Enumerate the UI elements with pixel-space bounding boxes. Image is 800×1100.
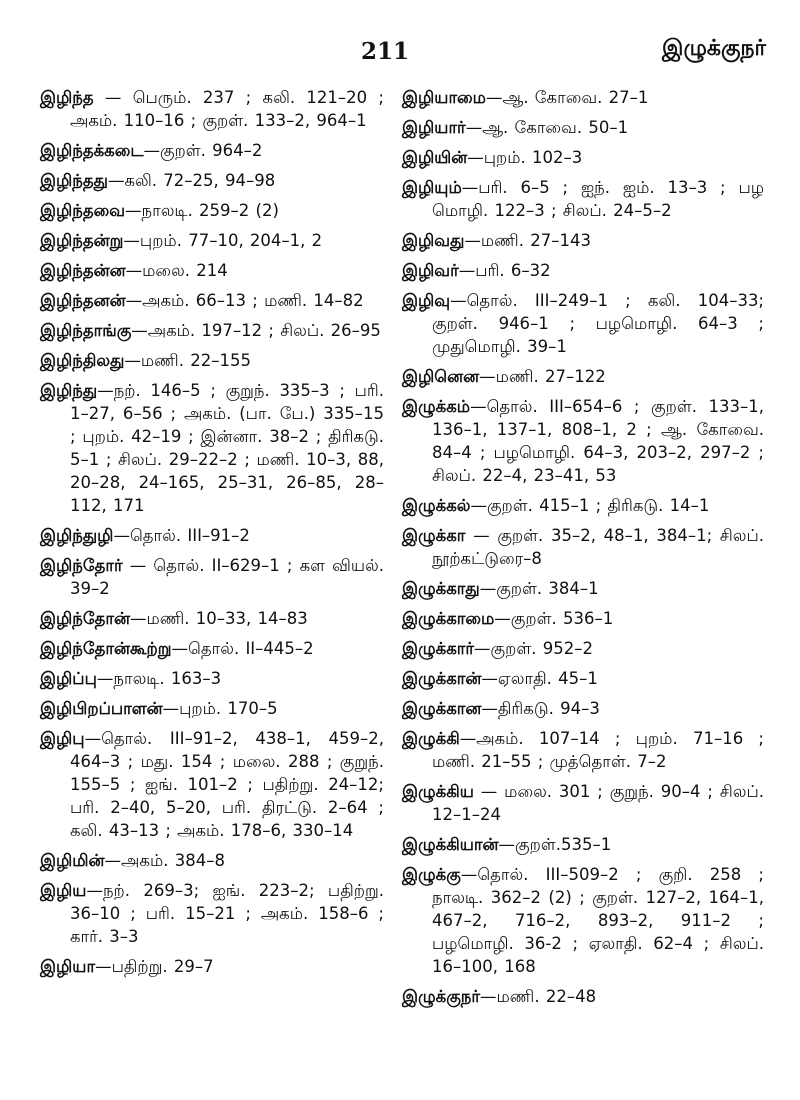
- entry-headword: இழிந்தாங்கு: [40, 321, 132, 340]
- entry-headword: இழிந்தோர்: [40, 556, 123, 575]
- entry-references: — தொல். II–629–1 ; கள வியல். 39–2: [70, 556, 384, 598]
- index-entry: [402, 780, 764, 826]
- entry-headword: இழிய: [40, 881, 87, 900]
- index-entry: [402, 86, 764, 109]
- index-entry: [402, 365, 764, 388]
- index-entry: [40, 554, 384, 600]
- entry-references: —மணி. 22–155: [124, 351, 251, 370]
- right-column: [402, 86, 764, 1015]
- entry-references: —ஆ. கோவை. 27–1: [485, 88, 649, 107]
- index-entry: [402, 833, 764, 856]
- index-entry: [40, 229, 384, 252]
- entry-headword: இழிந்தோன்கூற்று: [40, 639, 172, 658]
- entry-references: — மலை. 301 ; குறுந். 90–4 ; சிலப். 12–1–24: [432, 782, 764, 824]
- entry-headword: இழிந்தோன்: [40, 609, 130, 628]
- entry-headword: இழுக்காமை: [402, 609, 495, 628]
- entry-headword: இழியும்: [402, 178, 462, 197]
- index-entry: [402, 289, 764, 358]
- entry-references: — பெரும். 237 ; கலி. 121–20 ; அகம். 110–16 ; குறள். 133–2, 964–1: [70, 88, 384, 130]
- page-number: 211: [360, 38, 409, 65]
- left-column: [40, 86, 384, 985]
- entry-headword: இழியா: [40, 957, 96, 976]
- entry-headword: இழிந்தன்ன: [40, 261, 126, 280]
- entry-headword: இழுக்கான: [402, 699, 482, 718]
- index-entry: [402, 727, 764, 773]
- index-entry: [402, 577, 764, 600]
- index-entry: [402, 116, 764, 139]
- entry-headword: இழியாமை: [402, 88, 486, 107]
- index-entry: [40, 139, 384, 162]
- index-entry: [40, 379, 384, 517]
- entry-references: —நாலடி. 259–2 (2): [125, 201, 279, 220]
- entry-references: —அகம். 384–8: [104, 851, 225, 870]
- entry-headword: இழுக்குநர்: [402, 987, 481, 1006]
- entry-headword: இழுக்கு: [402, 865, 461, 884]
- entry-references: —தொல். III–654–6 ; குறள். 133–1, 136–1, 137–1, 808–1, 2 ; ஆ. கோவை. 84–4 ; பழமொழி. 64–3, 203–2, 297–2 ; சிலப். 22–4, 23–41, 53: [432, 397, 764, 485]
- index-entry: [40, 697, 384, 720]
- index-entry: [402, 637, 764, 660]
- entry-references: —தொல். III–249–1 ; கலி. 104–33; குறள். 946–1 ; பழமொழி. 64–3 ; முதுமொழி. 39–1: [432, 291, 764, 356]
- index-entry: [40, 524, 384, 547]
- entry-references: —நற். 269–3; ஐங். 223–2; பதிற்று. 36–10 ; பரி. 15–21 ; அகம். 158–6 ; கார். 3–3: [70, 881, 384, 946]
- index-entry: [40, 607, 384, 630]
- entry-headword: இழுக்கா: [402, 526, 466, 545]
- index-entry: [402, 176, 764, 222]
- entry-references: —தொல். III–91–2, 438–1, 459–2, 464–3 ; மது. 154 ; மலை. 288 ; குறுந். 155–5 ; ஐங். 101–2 ; பதிற்று. 24–12; பரி. 2–40, 5–20, பரி. திரட்டு. 2–64 ; கலி. 43–13 ; அகம். 178–6, 330–14: [70, 729, 384, 840]
- index-entry: [402, 229, 764, 252]
- entry-headword: இழிந்தன்று: [40, 231, 124, 250]
- index-entry: [402, 259, 764, 282]
- entry-headword: இழிந்த: [40, 88, 94, 107]
- index-entry: [402, 697, 764, 720]
- entry-references: —குறள். 415–1 ; திரிகடு. 14–1: [470, 496, 710, 515]
- index-entry: [40, 86, 384, 132]
- entry-headword: இழிப்பு: [40, 669, 97, 688]
- index-entry: [402, 985, 764, 1008]
- index-entry: [40, 169, 384, 192]
- entry-headword: இழுக்கிய: [402, 782, 474, 801]
- entry-headword: இழுக்கல்: [402, 496, 471, 515]
- index-entry: [40, 879, 384, 948]
- entry-references: —நாலடி. 163–3: [96, 669, 222, 688]
- entry-headword: இழுக்காது: [402, 579, 480, 598]
- entry-references: —பரி. 6–32: [458, 261, 551, 280]
- entry-headword: இழிந்திலது: [40, 351, 125, 370]
- entry-headword: இழுக்கி: [402, 729, 460, 748]
- index-entry: [402, 395, 764, 487]
- entry-headword: இழிமின்: [40, 851, 105, 870]
- entry-references: —நற். 146–5 ; குறுந். 335–3 ; பரி. 1–27, 6–56 ; அகம். (பா. பே.) 335–15 ; புறம். 42–19 ; இன்னா. 38–2 ; திரிகடு. 5–1 ; சிலப். 29–22–2 ; மணி. 10–3, 88, 20–28, 24–165, 25–31, 26–85, 28–112, 171: [70, 381, 384, 515]
- index-entry: [402, 524, 764, 570]
- entry-references: —புறம். 170–5: [162, 699, 278, 718]
- index-entry: [40, 199, 384, 222]
- entry-headword: இழியார்: [402, 118, 466, 137]
- entry-headword: இழிந்தனன்: [40, 291, 126, 310]
- entry-references: —மணி. 22–48: [480, 987, 597, 1006]
- index-entry: [40, 727, 384, 842]
- entry-references: — குறள். 35–2, 48–1, 384–1; சிலப். நூற்கட்டுரை–8: [432, 526, 764, 568]
- index-entry: [40, 667, 384, 690]
- entry-headword: இழிந்து: [40, 381, 98, 400]
- index-entry: [40, 289, 384, 312]
- index-entry: [40, 637, 384, 660]
- entry-references: —புறம். 102–3: [467, 148, 583, 167]
- entry-headword: இழிவது: [402, 231, 465, 250]
- entry-references: —புறம். 77–10, 204–1, 2: [123, 231, 323, 250]
- entry-headword: இழிந்தக்கடை: [40, 141, 144, 160]
- entry-headword: இழிவு: [402, 291, 451, 310]
- entry-headword: இழுக்கார்: [402, 639, 475, 658]
- entry-headword: இழிந்தவை: [40, 201, 126, 220]
- entry-headword: இழுக்கம்: [402, 397, 471, 416]
- entry-references: —தொல். III–91–2: [113, 526, 250, 545]
- entry-references: —தொல். II–445–2: [171, 639, 314, 658]
- entry-references: —பதிற்று. 29–7: [95, 957, 214, 976]
- index-entry: [40, 259, 384, 282]
- entry-headword: இழிபு: [40, 729, 85, 748]
- entry-references: —அகம். 107–14 ; புறம். 71–16 ; மணி. 21–55 ; முத்தொள். 7–2: [432, 729, 764, 771]
- entry-headword: இழிவர்: [402, 261, 459, 280]
- entry-headword: இழினென: [402, 367, 480, 386]
- index-entry: [402, 146, 764, 169]
- entry-references: —குறள்.535–1: [498, 835, 612, 854]
- entry-references: —தொல். III–509–2 ; குறி. 258 ; நாலடி. 362–2 (2) ; குறள். 127–2, 164–1, 467–2, 716–2, 893–2, 911–2 ; பழமொழி. 36-2 ; ஏலாதி. 62–4 ; சிலப். 16–100, 168: [432, 865, 764, 976]
- index-entry: [402, 494, 764, 517]
- entry-references: —அகம். 66–13 ; மணி. 14–82: [125, 291, 364, 310]
- index-entry: [40, 849, 384, 872]
- index-entry: [40, 349, 384, 372]
- entry-references: —மலை. 214: [125, 261, 228, 280]
- running-head: இழுக்குநர்: [661, 36, 766, 61]
- entry-references: —அகம். 197–12 ; சிலப். 26–95: [131, 321, 381, 340]
- entry-headword: இழியின்: [402, 148, 468, 167]
- entry-headword: இழுக்கான்: [402, 669, 482, 688]
- entry-headword: இழிபிறப்பாளன்: [40, 699, 163, 718]
- index-entry: [40, 955, 384, 978]
- entry-references: —மணி. 27–143: [464, 231, 591, 250]
- index-entry: [40, 319, 384, 342]
- entry-references: —திரிகடு. 94–3: [481, 699, 600, 718]
- index-entry: [402, 863, 764, 978]
- entry-references: —குறள். 536–1: [494, 609, 614, 628]
- entry-references: —ஏலாதி. 45–1: [481, 669, 598, 688]
- entry-references: —மணி. 27–122: [479, 367, 606, 386]
- index-entry: [402, 667, 764, 690]
- entry-headword: இழிந்துழி: [40, 526, 114, 545]
- entry-references: —குறள். 964–2: [143, 141, 263, 160]
- entry-headword: இழுக்கியான்: [402, 835, 499, 854]
- entry-references: —குறள். 952–2: [474, 639, 593, 658]
- entry-references: —குறள். 384–1: [479, 579, 599, 598]
- entry-references: —மணி. 10–33, 14–83: [129, 609, 308, 628]
- entry-references: —கலி. 72–25, 94–98: [107, 171, 276, 190]
- entry-headword: இழிந்தது: [40, 171, 108, 190]
- entry-references: —ஆ. கோவை. 50–1: [465, 118, 629, 137]
- entry-references: —பரி. 6–5 ; ஐந். ஐம். 13–3 ; பழ மொழி. 122–3 ; சிலப். 24–5–2: [432, 178, 764, 220]
- index-entry: [402, 607, 764, 630]
